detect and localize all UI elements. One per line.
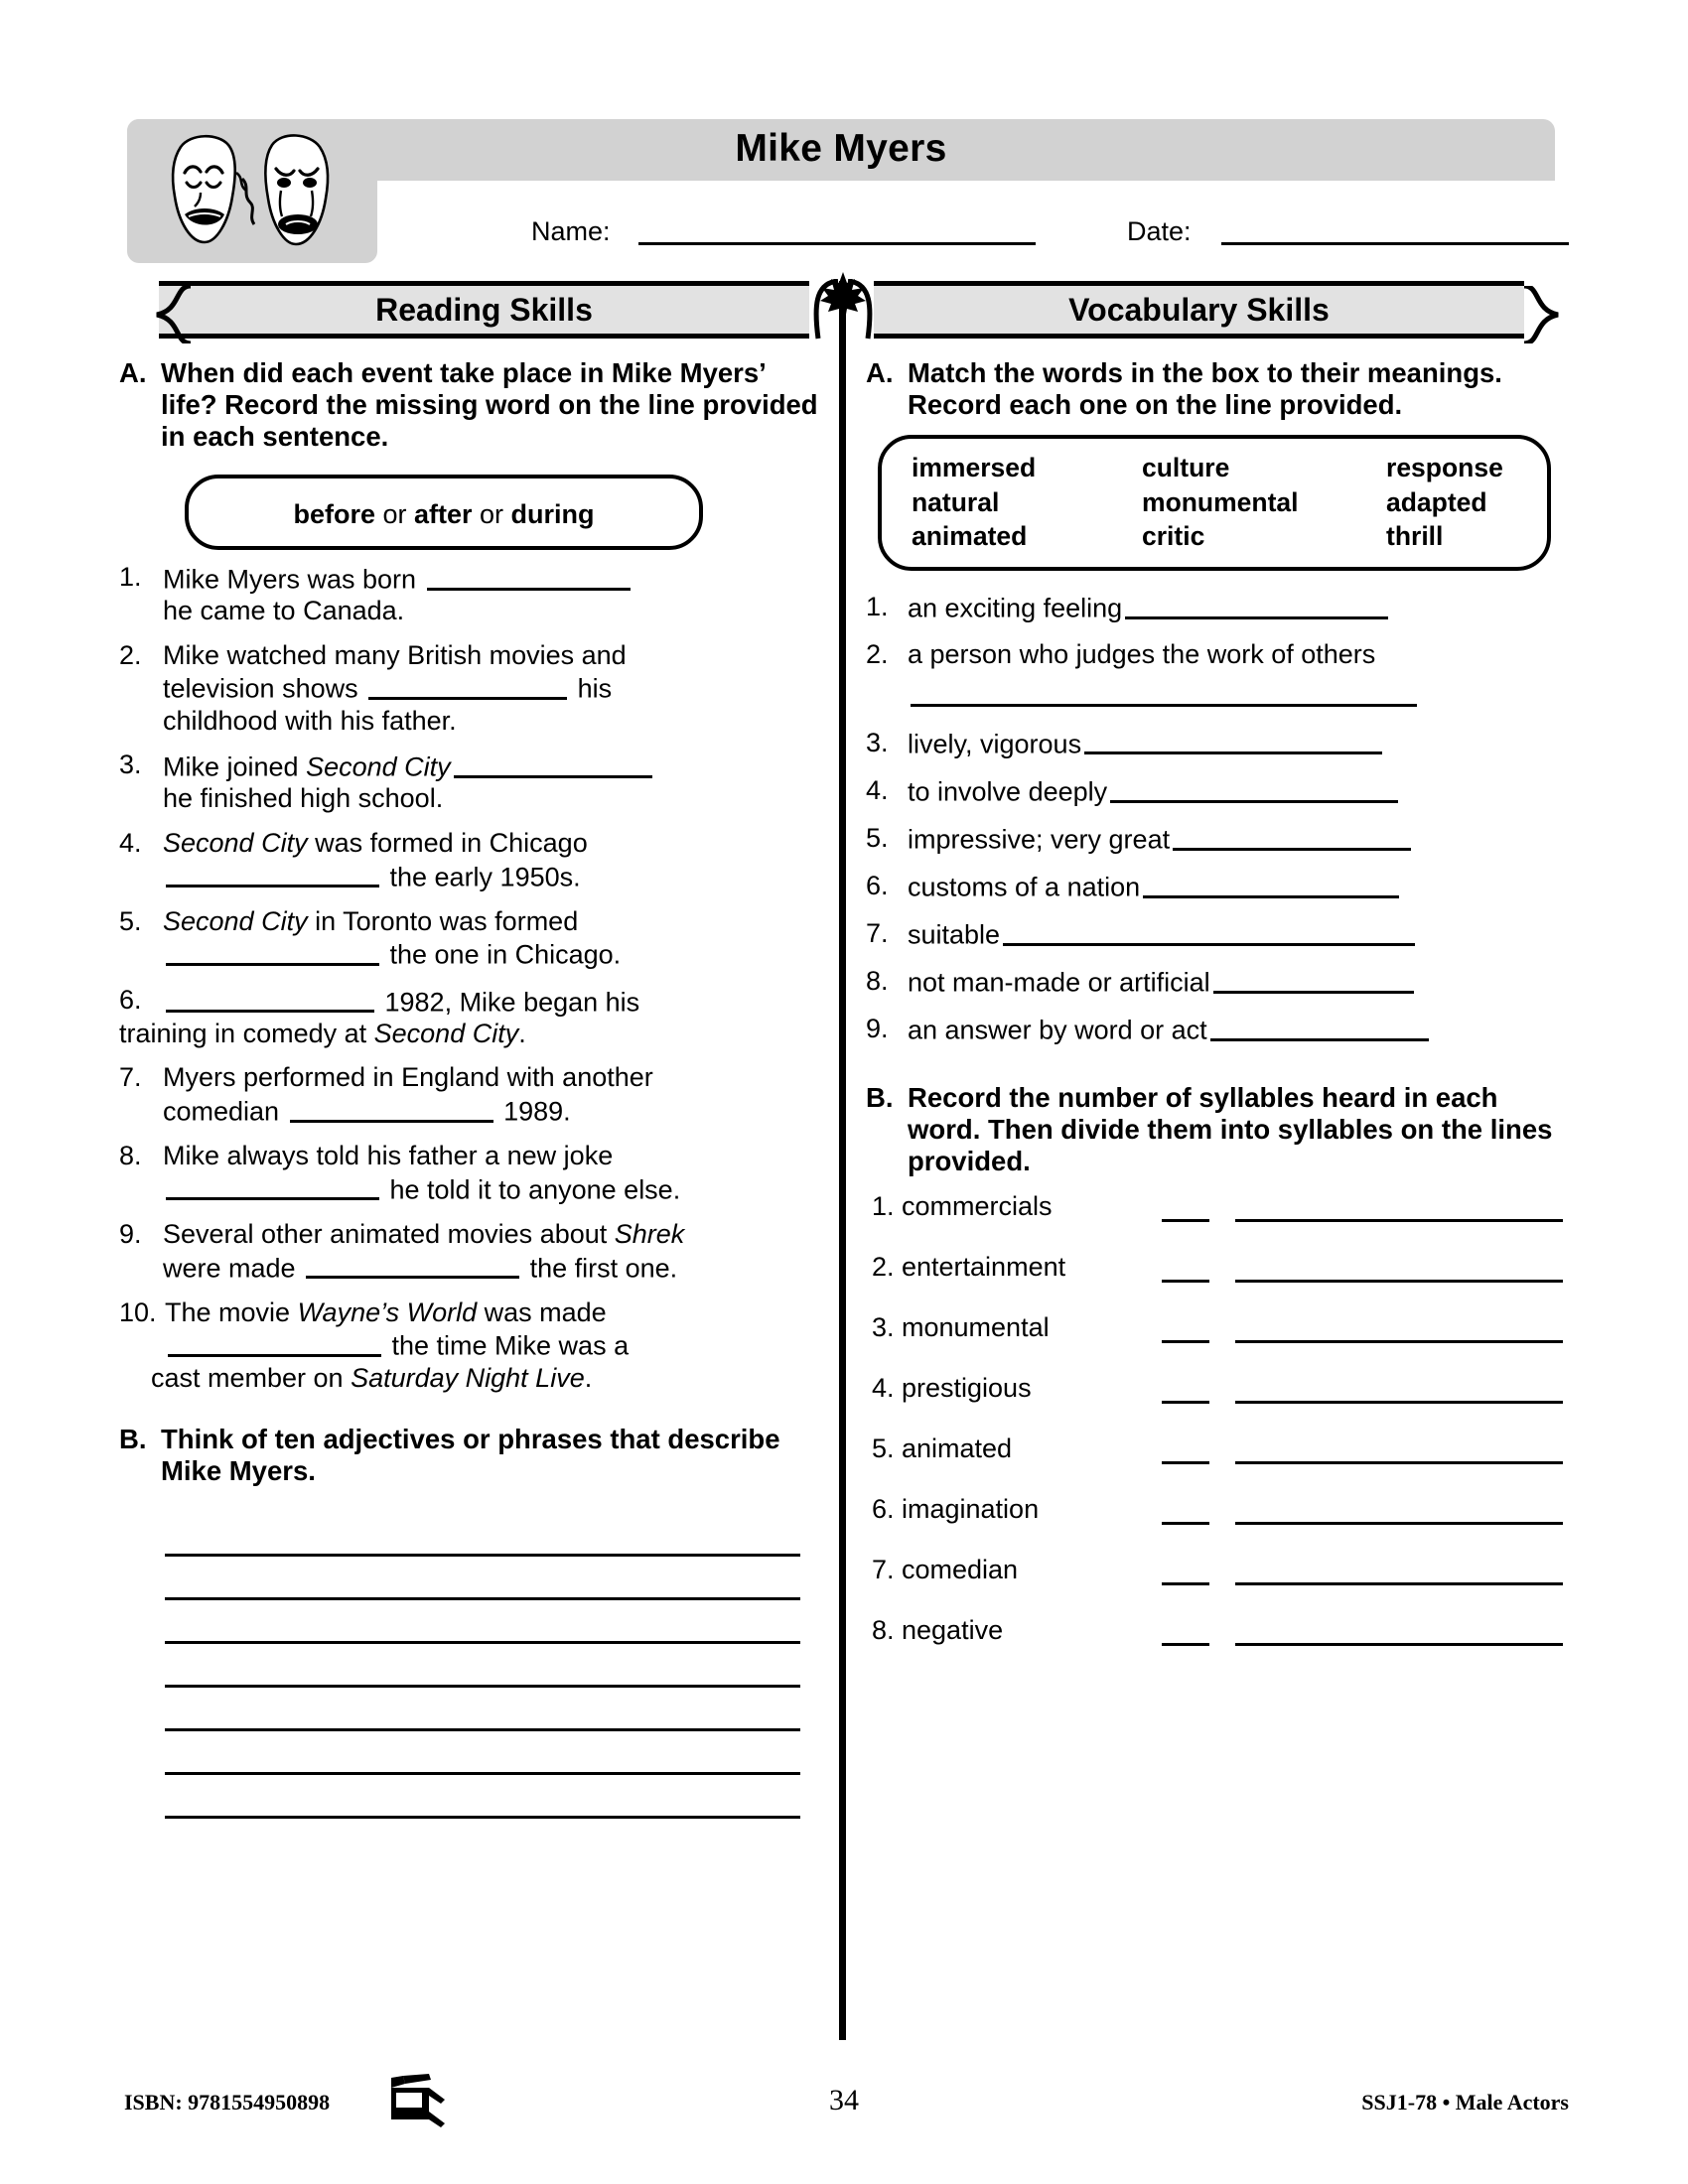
question-text-post: was made — [477, 1297, 607, 1327]
question-number: 3. — [119, 750, 142, 780]
definition-text: to involve deeply — [908, 776, 1108, 807]
syllable-word: comedian — [902, 1555, 1019, 1585]
syllable-row — [866, 1373, 1561, 1417]
answer-blank[interactable] — [427, 562, 631, 591]
reading-part-b-label: B. — [119, 1424, 147, 1455]
definition-blank[interactable] — [1210, 1013, 1429, 1041]
vocab-part-b-label: B. — [866, 1082, 894, 1114]
answer-line[interactable] — [165, 1644, 800, 1688]
question-text-post: his — [570, 674, 613, 705]
answer-line[interactable] — [165, 1600, 800, 1644]
question-text: Mike watched many British movies and — [163, 639, 627, 670]
question-text-post2: the time Mike was a — [384, 1331, 630, 1362]
question-text: in Toronto was formed — [307, 905, 579, 936]
syllable-count-blank[interactable] — [1162, 1643, 1209, 1646]
question-text-line3: cast member on — [151, 1362, 352, 1393]
vocabulary-skills-column — [866, 357, 1561, 1676]
question-text: Mike joined — [163, 751, 307, 782]
definition-number: 4. — [866, 774, 889, 805]
reading-question-3 — [119, 750, 826, 815]
question-number: 9. — [119, 1219, 142, 1250]
syllable-division-blank[interactable] — [1235, 1340, 1563, 1343]
word-bank-item: adapted — [1386, 486, 1487, 517]
vocab-definition-5 — [866, 822, 1561, 856]
question-number: 6. — [119, 984, 142, 1015]
syllable-word: imagination — [902, 1494, 1040, 1525]
reading-skills-column — [119, 357, 826, 1819]
reading-word-bank — [185, 475, 703, 550]
syllable-row — [866, 1252, 1561, 1296]
syllable-number: 6. — [872, 1494, 895, 1525]
syllable-division-blank[interactable] — [1235, 1280, 1563, 1283]
syllable-row — [866, 1312, 1561, 1356]
question-text: Several other animated movies about — [163, 1219, 615, 1250]
syllable-word: negative — [902, 1615, 1004, 1646]
question-text-post: the one in Chicago. — [382, 940, 622, 971]
name-date-row — [387, 181, 1555, 263]
question-italic-title: Wayne’s World — [297, 1297, 478, 1327]
date-input-line[interactable] — [1221, 242, 1569, 245]
reading-question-list — [119, 562, 826, 1394]
reading-question-4 — [119, 828, 826, 893]
word-bank-item: animated — [912, 520, 1028, 551]
definition-text: customs of a nation — [908, 872, 1141, 902]
word-bank-grid — [882, 451, 1547, 553]
question-text: Mike always told his father a new joke — [163, 1141, 614, 1171]
reading-question-5 — [119, 906, 826, 972]
question-number: 4. — [119, 828, 142, 859]
answer-blank[interactable] — [290, 1094, 493, 1123]
syllable-word: commercials — [902, 1191, 1053, 1222]
definition-number: 9. — [866, 1014, 889, 1044]
syllable-word: prestigious — [902, 1373, 1032, 1404]
syllable-division-blank[interactable] — [1235, 1643, 1563, 1646]
definition-number: 7. — [866, 917, 889, 948]
question-number: 5. — [119, 905, 142, 936]
definition-text: a person who judges the work of others — [908, 639, 1376, 670]
word-bank-item: critic — [1142, 520, 1205, 551]
syllable-number: 8. — [872, 1615, 895, 1646]
word-bank-item: monumental — [1142, 486, 1299, 517]
syllable-count-blank[interactable] — [1162, 1401, 1209, 1404]
word-bank-word-3: during — [510, 499, 595, 530]
vocab-definition-3 — [866, 727, 1561, 760]
adjective-answer-lines — [119, 1513, 826, 1819]
syllable-division-blank[interactable] — [1235, 1219, 1563, 1222]
worksheet-header — [127, 119, 1555, 263]
syllable-row — [866, 1494, 1561, 1538]
syllable-row — [866, 1191, 1561, 1235]
isbn-text: ISBN: 9781554950898 — [124, 2090, 331, 2115]
word-bank-item: thrill — [1386, 520, 1444, 551]
answer-line[interactable] — [165, 1513, 800, 1557]
question-italic-title: Second City — [306, 751, 451, 782]
definition-blank[interactable] — [1084, 727, 1382, 755]
definition-text: lively, vigorous — [908, 729, 1082, 759]
word-bank-item: natural — [912, 486, 1000, 517]
question-text: Mike Myers was born — [163, 564, 424, 595]
vocab-definition-9 — [866, 1013, 1561, 1046]
question-number: 2. — [119, 639, 142, 670]
word-bank-word-2: after — [414, 499, 473, 530]
definition-text: suitable — [908, 919, 1001, 950]
answer-line[interactable] — [165, 1731, 800, 1775]
answer-blank[interactable] — [168, 1328, 381, 1357]
theater-masks-icon — [145, 127, 358, 256]
ribbon-left-end-icon — [155, 286, 191, 343]
syllable-number: 4. — [872, 1373, 895, 1404]
syllable-division-blank[interactable] — [1235, 1582, 1563, 1585]
date-label: Date: — [1127, 216, 1192, 246]
word-bank-item: immersed — [912, 453, 1037, 483]
question-text-line3: childhood with his father. — [163, 705, 457, 736]
column-divider — [839, 281, 846, 2040]
reading-question-9 — [119, 1219, 826, 1285]
syllable-division-blank[interactable] — [1235, 1461, 1563, 1464]
vocab-part-a-label: A. — [866, 357, 894, 388]
question-number: 7. — [119, 1062, 142, 1093]
definition-number: 1. — [866, 592, 889, 622]
definition-text: not man-made or artificial — [908, 967, 1210, 998]
syllable-number: 3. — [872, 1312, 895, 1343]
syllable-number: 1. — [872, 1191, 895, 1222]
definition-blank[interactable] — [1173, 822, 1411, 851]
question-text: was formed in Chicago — [307, 828, 588, 859]
syllable-division-blank[interactable] — [1235, 1401, 1563, 1404]
word-bank-item: response — [1386, 453, 1503, 483]
question-text-line2: comedian — [163, 1096, 287, 1127]
definition-number: 3. — [866, 727, 889, 757]
definition-number: 6. — [866, 870, 889, 900]
answer-blank[interactable] — [166, 937, 379, 966]
word-bank-or-2: or — [472, 499, 511, 530]
syllable-count-blank[interactable] — [1162, 1219, 1209, 1222]
definition-blank[interactable] — [1213, 965, 1414, 994]
word-bank-or-1: or — [374, 499, 414, 530]
reading-question-10 — [119, 1297, 826, 1394]
question-text-post: 1982, Mike began his — [377, 987, 640, 1018]
vocab-part-b-text: Record the number of syllables heard in each word. Then divide them into syllables on the lines provided. — [908, 1082, 1553, 1177]
reading-part-a-instruction — [119, 357, 826, 453]
definition-blank[interactable] — [1003, 917, 1415, 946]
definition-blank[interactable] — [1125, 591, 1388, 619]
reading-question-1 — [119, 562, 826, 627]
reading-question-8 — [119, 1141, 826, 1206]
question-text-post: the early 1950s. — [382, 862, 581, 892]
answer-blank[interactable] — [454, 750, 652, 778]
word-bank-word-1: before — [293, 499, 375, 530]
definition-blank[interactable] — [1143, 870, 1399, 898]
syllable-row — [866, 1555, 1561, 1598]
vocabulary-word-bank — [878, 435, 1551, 571]
definition-number: 5. — [866, 822, 889, 853]
answer-line[interactable] — [165, 1557, 800, 1600]
reading-part-b-instruction — [119, 1424, 826, 1487]
page-footer — [119, 2080, 1569, 2139]
question-italic-title: Second City — [163, 905, 308, 936]
question-text-line2: were made — [163, 1253, 304, 1284]
reading-part-a-text: When did each event take place in Mike Myers’ life? Record the missing word on the line provided in each sentence. — [161, 357, 818, 453]
reading-part-a-label: A. — [119, 357, 147, 388]
syllable-division-blank[interactable] — [1235, 1522, 1563, 1525]
vocab-definition-1 — [866, 591, 1561, 624]
reading-question-7 — [119, 1062, 826, 1128]
answer-blank[interactable] — [166, 1172, 379, 1201]
answer-line[interactable] — [165, 1688, 800, 1731]
question-text: The movie — [165, 1297, 298, 1327]
question-italic-title: Second City — [373, 1018, 519, 1048]
vocab-definition-2 — [866, 638, 1561, 712]
definition-blank[interactable] — [1110, 774, 1398, 803]
syllable-count-blank[interactable] — [1162, 1461, 1209, 1464]
masks-icon-box — [127, 119, 377, 263]
question-text-post: 1989. — [495, 1096, 571, 1127]
syllable-number: 7. — [872, 1555, 895, 1585]
name-label: Name: — [531, 216, 611, 246]
syllable-count-blank[interactable] — [1162, 1582, 1209, 1585]
question-text-line2: he finished high school. — [163, 783, 444, 814]
answer-blank[interactable] — [166, 860, 379, 888]
reading-part-b-text: Think of ten adjectives or phrases that describe Mike Myers. — [161, 1424, 780, 1487]
answer-blank[interactable] — [368, 671, 567, 700]
question-text-line2: he came to Canada. — [163, 596, 405, 626]
definition-text: an exciting feeling — [908, 594, 1123, 624]
name-input-line[interactable] — [638, 242, 1036, 245]
question-text-post: he told it to anyone else. — [382, 1174, 681, 1205]
footer-code-label: SSJ1-78 • Male Actors — [1361, 2090, 1569, 2115]
vocab-part-b-instruction — [866, 1082, 1561, 1177]
banner-vocabulary-label: Vocabulary Skills — [1068, 292, 1330, 328]
page-title: Mike Myers — [735, 127, 947, 170]
vocabulary-definition-list — [866, 591, 1561, 1046]
definition-blank[interactable] — [911, 679, 1417, 708]
syllable-count-blank[interactable] — [1162, 1280, 1209, 1283]
definition-text: impressive; very great — [908, 824, 1171, 855]
question-text-line2: training in comedy at — [119, 1018, 374, 1048]
vocab-part-a-text: Match the words in the box to their meanings. Record each one on the line provided. — [908, 357, 1502, 421]
definition-text: an answer by word or act — [908, 1015, 1207, 1045]
answer-blank[interactable] — [166, 985, 374, 1014]
reading-question-2 — [119, 640, 826, 737]
question-number: 1. — [119, 562, 142, 593]
syllable-word: animated — [902, 1433, 1013, 1464]
page-number: 34 — [829, 2084, 859, 2116]
answer-line[interactable] — [165, 1775, 800, 1819]
definition-number: 2. — [866, 639, 889, 670]
syllable-word: entertainment — [902, 1252, 1066, 1283]
ribbon-right-end-icon — [1524, 286, 1560, 343]
syllable-row — [866, 1433, 1561, 1477]
vocab-definition-4 — [866, 774, 1561, 808]
syllable-word-list — [866, 1191, 1561, 1659]
banner-reading-label: Reading Skills — [375, 292, 593, 328]
question-text-end: . — [518, 1018, 526, 1048]
banner-reading-skills — [159, 281, 809, 339]
question-italic-title: Second City — [163, 828, 308, 859]
reading-question-6 — [119, 985, 826, 1050]
question-text-end: . — [584, 1362, 593, 1393]
definition-number: 8. — [866, 965, 889, 996]
syllable-row — [866, 1615, 1561, 1659]
question-italic-title-2: Saturday Night Live — [351, 1362, 585, 1393]
syllable-number: 2. — [872, 1252, 895, 1283]
syllable-number: 5. — [872, 1433, 895, 1464]
question-text: Myers performed in England with another — [163, 1062, 653, 1093]
answer-blank[interactable] — [306, 1251, 519, 1280]
syllable-word: monumental — [902, 1312, 1050, 1343]
vocab-definition-6 — [866, 870, 1561, 903]
vocab-definition-7 — [866, 917, 1561, 951]
syllable-count-blank[interactable] — [1162, 1522, 1209, 1525]
question-text-post: the first one. — [522, 1253, 678, 1284]
vocab-definition-8 — [866, 965, 1561, 999]
question-text-line2: television shows — [163, 674, 366, 705]
syllable-count-blank[interactable] — [1162, 1340, 1209, 1343]
banner-vocabulary-skills — [874, 281, 1524, 339]
question-italic-title: Shrek — [614, 1219, 685, 1250]
question-number: 10. — [119, 1297, 157, 1327]
vocab-part-a-instruction — [866, 357, 1561, 421]
word-bank-item: culture — [1142, 453, 1230, 483]
question-number: 8. — [119, 1141, 142, 1171]
